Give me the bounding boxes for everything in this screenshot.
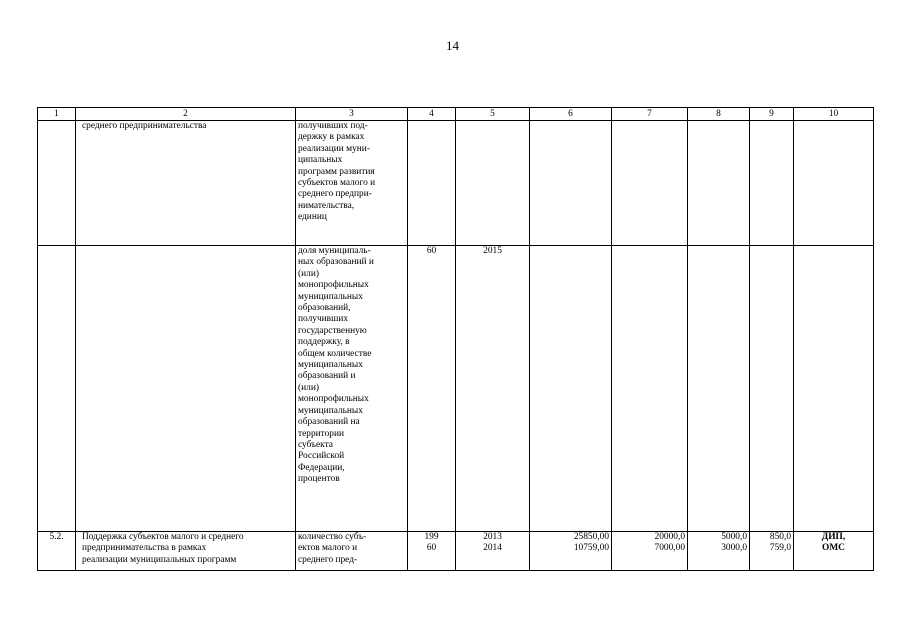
table-cell [38, 246, 76, 532]
table-cell [456, 121, 530, 246]
column-header: 7 [612, 108, 688, 121]
table-cell: 20000,0 7000,00 [612, 532, 688, 571]
table-cell: Поддержка субъектов малого и среднего предпринимательства в рамках реализации муниципальных программ [76, 532, 296, 571]
table-cell [408, 121, 456, 246]
table-header-row [38, 108, 874, 121]
table-cell: получивших под- держку в рамках реализации муни- ципальных программ развития субъектов малого и среднего предпри- нимательства, единиц [296, 121, 408, 246]
column-header: 1 [38, 108, 76, 121]
table-cell [38, 121, 76, 246]
table-cell: 850,0 759,0 [750, 532, 794, 571]
table-row [38, 121, 874, 246]
table-cell: 5000,0 3000,0 [688, 532, 750, 571]
column-header: 2 [76, 108, 296, 121]
table-row [38, 532, 874, 571]
column-header: 3 [296, 108, 408, 121]
table-cell [794, 246, 874, 532]
table-cell [612, 121, 688, 246]
table-cell [688, 121, 750, 246]
table-cell: 60 [408, 246, 456, 532]
table-row [38, 246, 874, 532]
table-cell: среднего предпринимательства [76, 121, 296, 246]
table-cell: ДИП, ОМС [794, 532, 874, 571]
column-header: 8 [688, 108, 750, 121]
column-header: 4 [408, 108, 456, 121]
column-header: 10 [794, 108, 874, 121]
table-cell [612, 246, 688, 532]
table-cell: 199 60 [408, 532, 456, 571]
column-header: 6 [530, 108, 612, 121]
table-cell [750, 246, 794, 532]
table-cell [530, 246, 612, 532]
program-table [37, 107, 874, 571]
table-cell [794, 121, 874, 246]
table-cell: 2015 [456, 246, 530, 532]
table-cell [530, 121, 612, 246]
column-header: 5 [456, 108, 530, 121]
page-number: 14 [446, 38, 459, 53]
table-cell: 25850,00 10759,00 [530, 532, 612, 571]
column-header: 9 [750, 108, 794, 121]
table-cell [750, 121, 794, 246]
table-cell: 5.2. [38, 532, 76, 571]
table-cell [688, 246, 750, 532]
table-cell: доля муниципаль- ных образований и (или) монопрофильных муниципальных образований, получивших государственную поддержку, в общем количестве муниципальных образований и (или) монопрофильных муниципальных образований на территории субъекта Российской Федерации, процентов [296, 246, 408, 532]
table-cell: 2013 2014 [456, 532, 530, 571]
table-cell: количество субъ- ектов малого и среднего пред- [296, 532, 408, 571]
table-cell [76, 246, 296, 532]
